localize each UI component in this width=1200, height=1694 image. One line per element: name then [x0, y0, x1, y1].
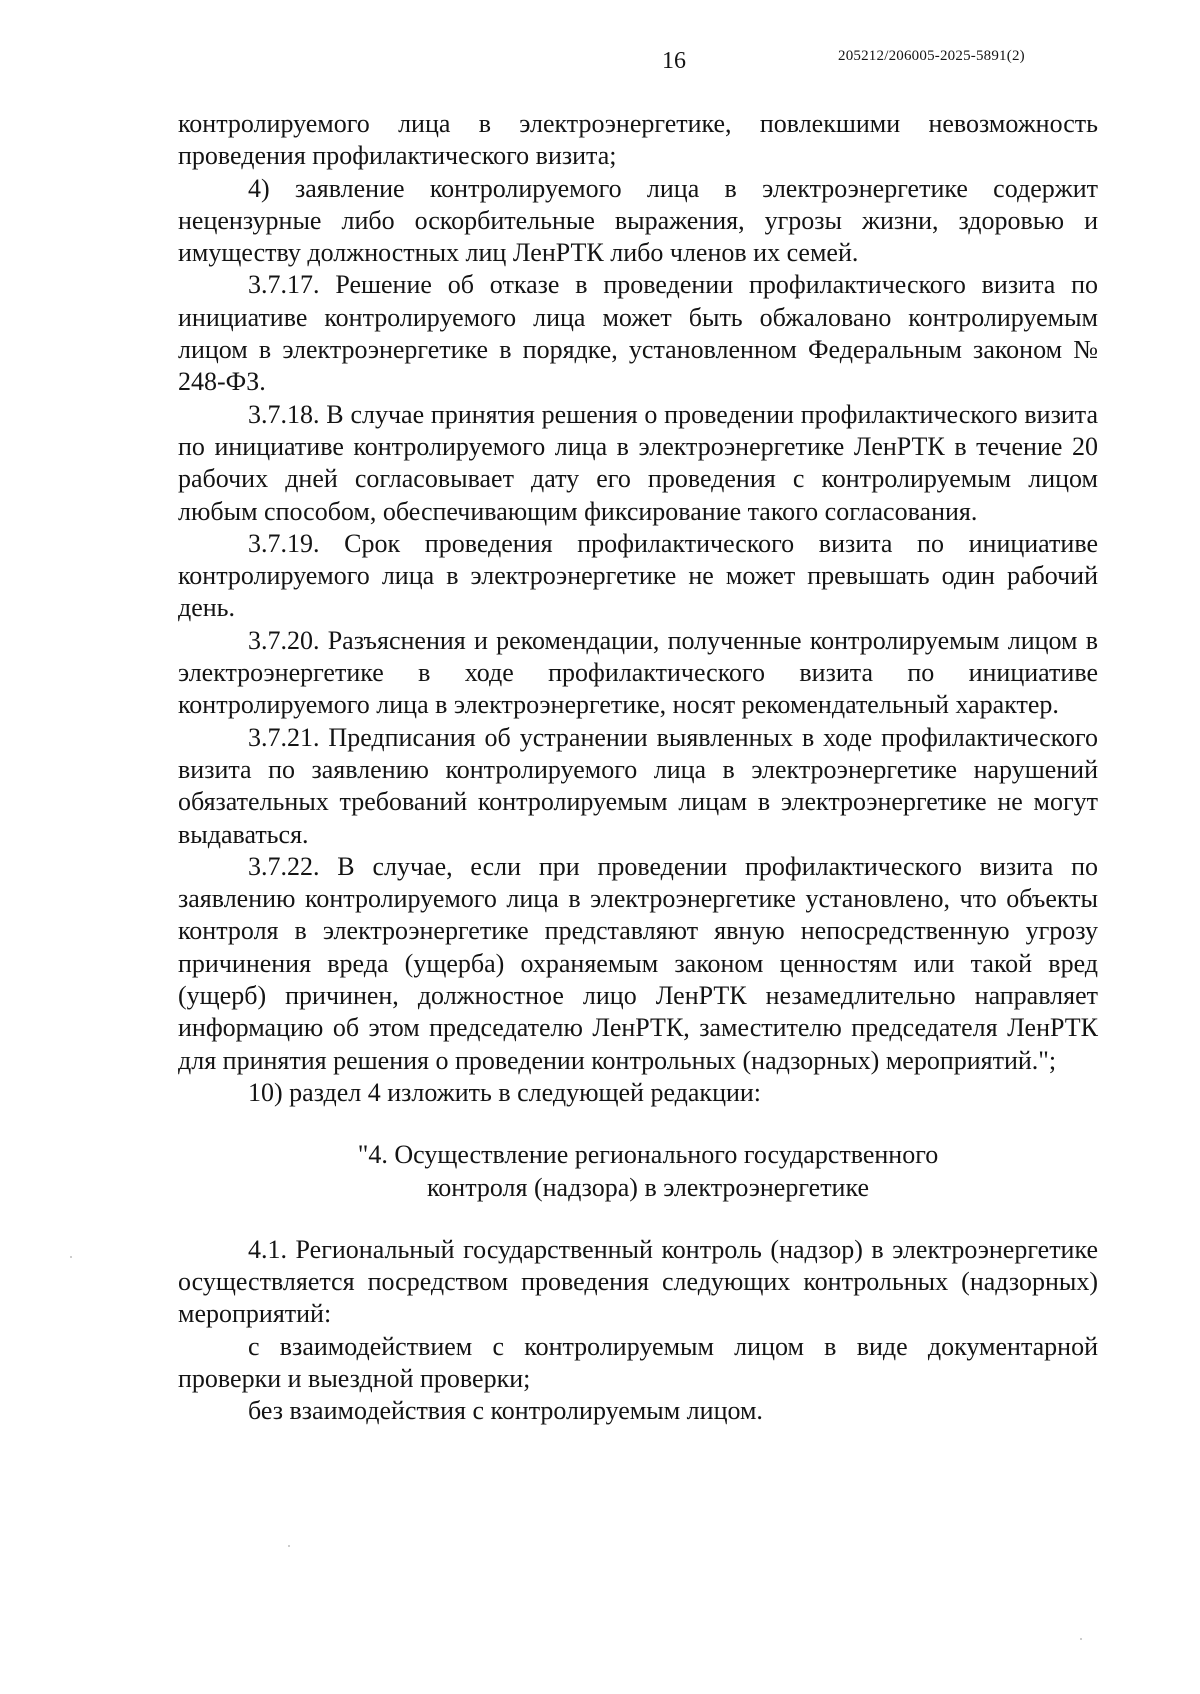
page-number: 16: [662, 48, 686, 74]
paragraph-item-10: 10) раздел 4 изложить в следующей редакции:: [248, 1077, 762, 1107]
paragraph-3-7-21: 3.7.21. Предписания об устранении выявленных в ходе профилактического визита по заявлению контролируемого лица в электроэнергетике нарушений обязательных требований контролируемым лицам в электроэнергетике не могут выдаваться.: [178, 722, 1098, 849]
paragraph-interaction: с взаимодействием с контролируемым лицом в виде документарной проверки и выездной проверки;: [178, 1331, 1098, 1393]
scan-speck: [288, 1545, 290, 1547]
scan-speck: [1080, 1638, 1082, 1640]
paragraph-no-interaction: без взаимодействия с контролируемым лицом.: [248, 1396, 763, 1426]
paragraph-3-7-20: 3.7.20. Разъяснения и рекомендации, полученные контролируемым лицом в электроэнергетике в ходе профилактического визита по инициативе контролируемого лица в электроэнергетике, носят рекомендательный характер.: [178, 625, 1098, 720]
document-body: [178, 108, 1098, 1428]
section-4-heading: [178, 1139, 1098, 1204]
paragraph-continuation: контролируемого лица в электроэнергетике, повлекшими невозможность проведения профилактического визита;: [178, 109, 1098, 171]
paragraph-3-7-17: 3.7.17. Решение об отказе в проведении профилактического визита по инициативе контролируемого лица может быть обжаловано контролируемым лицом в электроэнергетике в порядке, установленном Федеральным законом № 248-ФЗ.: [178, 270, 1098, 397]
paragraph-item-4: 4) заявление контролируемого лица в электроэнергетике содержит нецензурные либо оскорбительные выражения, угрозы жизни, здоровью и имуществу должностных лиц ЛенРТК либо членов их семей.: [178, 173, 1098, 268]
document-registration-code: 205212/206005-2025-5891(2): [838, 48, 1025, 64]
section-heading-line-2: контроля (надзора) в электроэнергетике: [426, 1172, 869, 1202]
scan-speck: [70, 1256, 72, 1258]
paragraph-3-7-18: 3.7.18. В случае принятия решения о проведении профилактического визита по инициативе контролируемого лица в электроэнергетике ЛенРТК в течение 20 рабочих дней согласовывает дату его проведения с контролируемым лицом любым способом, обеспечивающим фиксирование такого согласования.: [178, 399, 1098, 526]
paragraph-3-7-19: 3.7.19. Срок проведения профилактического визита по инициативе контролируемого лица в электроэнергетике не может превышать один рабочий день.: [178, 528, 1098, 623]
section-heading-line-1: "4. Осуществление регионального государственного: [357, 1140, 939, 1170]
paragraph-4-1: 4.1. Региональный государственный контроль (надзор) в электроэнергетике осуществляется посредством проведения следующих контрольных (надзорных) мероприятий:: [178, 1234, 1098, 1329]
paragraph-3-7-22: 3.7.22. В случае, если при проведении профилактического визита по заявлению контролируемого лица в электроэнергетике установлено, что объекты контроля в электроэнергетике представляют явную непосредственную угрозу причинения вреда (ущерба) охраняемым законом ценностям или такой вред (ущерб) причинен, должностное лицо ЛенРТК незамедлительно направляет информацию об этом председателю ЛенРТК, заместителю председателя ЛенРТК для принятия решения о проведении контрольных (надзорных) мероприятий.";: [178, 851, 1098, 1075]
